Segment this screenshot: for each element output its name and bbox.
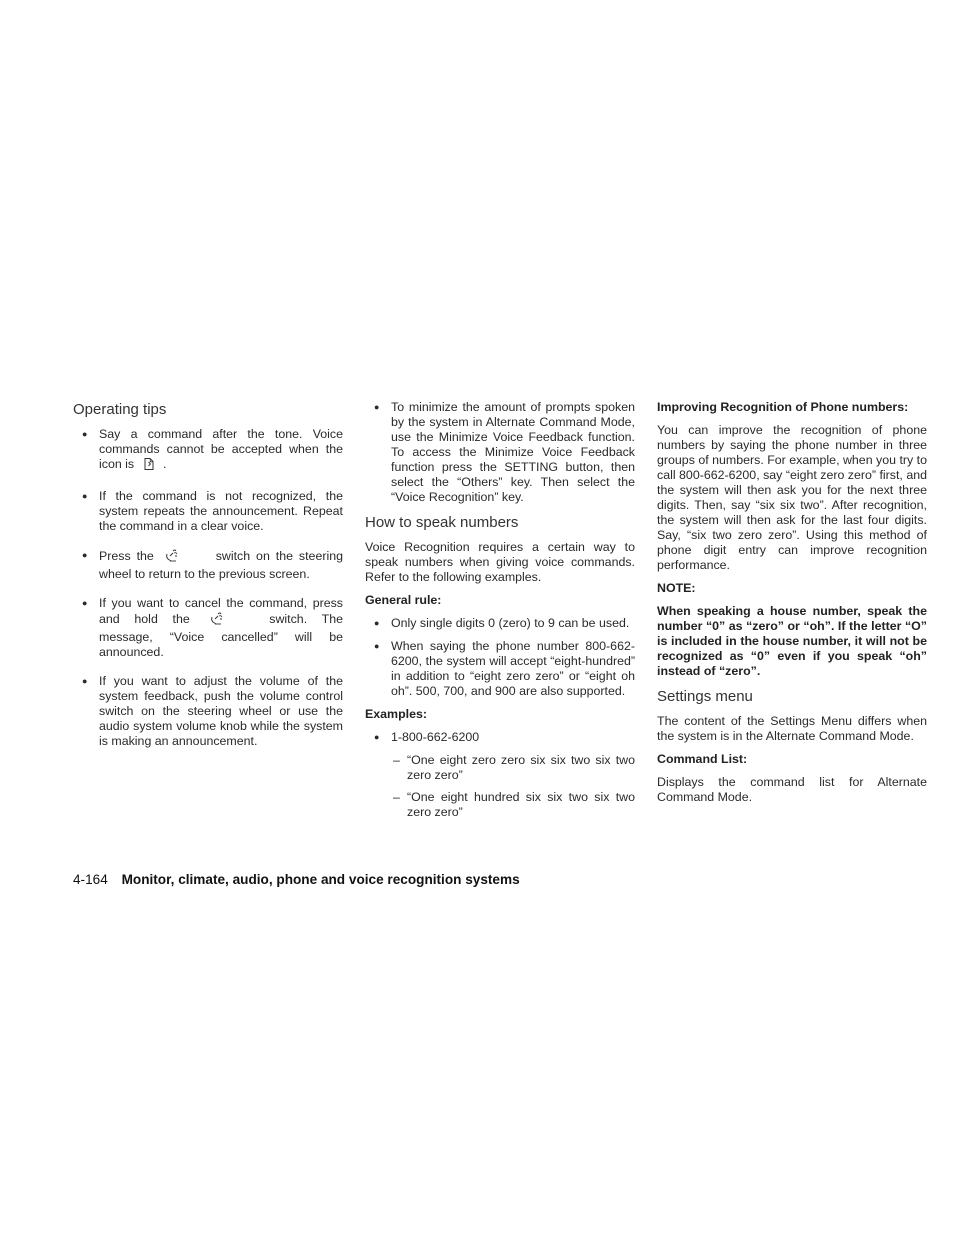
improving-recognition-text: You can improve the recognition of phone numbers by saying the phone number in three groups of numbers. For example, when you try to call 800-662-6200, say “eight zero zero” first, and the system will then ask you for the next three digits. Then, say “six six two”. After recognition, the system will then ask for the last four digits. Say, “six two zero zero”. Using this method of phone digit entry can improve recognition performance. [657, 423, 927, 572]
settings-menu-text: The content of the Settings Menu differs when the system is in the Alternate Command Mode. [657, 714, 927, 743]
list-item [73, 674, 343, 749]
operating-tips-heading: Operating tips [73, 401, 167, 418]
examples-label: Examples: [365, 707, 427, 721]
list-item: – “One eight hundred six six two six two zero zero” [391, 790, 635, 820]
command-list-text: Displays the command list for Alternate Command Mode. [657, 775, 927, 804]
minimize-feedback-list [365, 400, 635, 505]
settings-menu-heading: Settings menu [657, 688, 753, 705]
speak-numbers-heading: How to speak numbers [365, 514, 519, 531]
improving-recognition-label: Improving Recognition of Phone numbers: [657, 400, 909, 414]
operating-tips-list [73, 427, 343, 749]
column-3 [657, 400, 927, 813]
talk-switch-icon [209, 611, 225, 630]
tip-text: If you want to adjust the volume of the system feedback, push the volume control switch on the steering wheel or use the audio system volume knob while the system is making an announcement. [99, 674, 343, 748]
list-item [73, 489, 343, 534]
tip-text: If the command is not recognized, the system repeats the announcement. Repeat the command in a clear voice. [99, 489, 343, 533]
tip-text: Say a command after the tone. Voice commands cannot be accepted when the icon is [99, 427, 343, 471]
column-1 [73, 400, 343, 763]
list-item [73, 548, 343, 582]
chapter-title: Monitor, climate, audio, phone and voice recognition systems [121, 872, 520, 887]
talk-switch-icon [164, 548, 180, 567]
page-footer [73, 872, 520, 887]
tip-text: Press the [99, 549, 154, 563]
example-variants-list [391, 753, 635, 820]
list-item [73, 427, 343, 475]
list-item: ● To minimize the amount of prompts spoken by the system in Alternate Command Mode, use the Minimize Voice Feedback function. To access the Minimize Voice Feedback function press the SETTING button, then select the “Others” key. Then select the “Voice Recognition” key. [365, 400, 635, 505]
general-rule-list [365, 616, 635, 699]
tip-text: switch. The message, “Voice cancelled” will be announced. [99, 612, 343, 659]
list-item: ● When saying the phone number 800-662-6200, the system will accept “eight-hundred” in addition to “eight zero zero” or “eight oh oh”. 500, 700, and 900 are also supported. [365, 639, 635, 699]
command-list-label: Command List: [657, 752, 748, 766]
column-2 [365, 400, 635, 827]
voice-command-icon [142, 457, 156, 475]
examples-list [365, 730, 635, 745]
page-number: 4-164 [73, 872, 108, 887]
list-item: – “One eight zero zero six six two six two zero zero” [391, 753, 635, 783]
note-label: NOTE: [657, 581, 696, 595]
tip-text: switch on the steering wheel to return to the previous screen. [99, 549, 343, 581]
list-item: ● Only single digits 0 (zero) to 9 can be used. [365, 616, 635, 631]
general-rule-label: General rule: [365, 593, 442, 607]
tip-text: If you want to cancel the command, press and hold the [99, 596, 343, 626]
speak-numbers-intro: Voice Recognition requires a certain way to speak numbers when giving voice commands. Refer to the following examples. [365, 540, 635, 584]
note-text: When speaking a house number, speak the number “0” as “zero” or “oh”. If the letter “O” is included in the house number, it will not be recognized as “0” even if you speak “oh” instead of “zero”. [657, 604, 927, 678]
list-item: ● 1-800-662-6200 [365, 730, 635, 745]
list-item [73, 596, 343, 660]
tip-text: . [163, 457, 167, 471]
